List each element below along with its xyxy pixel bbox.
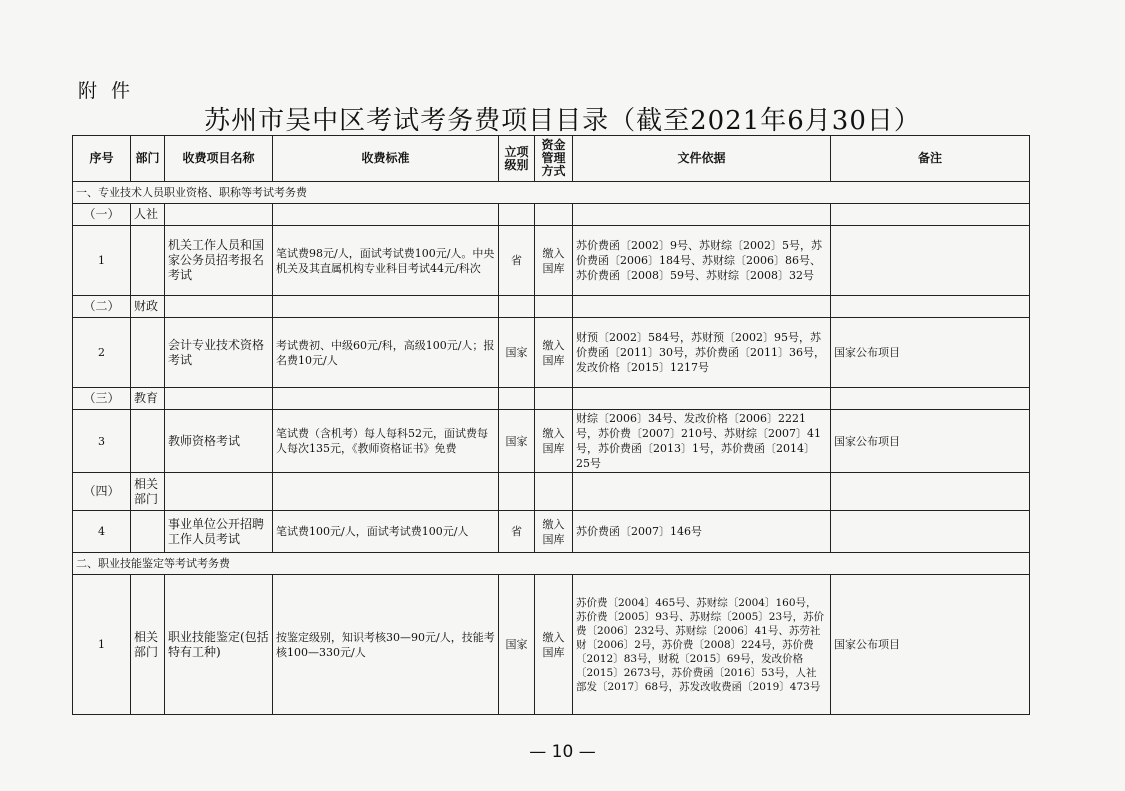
row-no: 4 — [73, 511, 131, 553]
row-level: 省 — [499, 226, 535, 296]
row-basis: 财预〔2002〕584号，苏财预〔2002〕95号，苏价费函〔2011〕30号，苏价费函〔2011〕36号，发改价格〔2015〕1217号 — [573, 318, 831, 388]
row-basis: 苏价费函〔2002〕9号、苏财综〔2002〕5号，苏价费函〔2006〕184号、苏财综〔2006〕86号、苏价费函〔2008〕59号、苏财综〔2008〕32号 — [573, 226, 831, 296]
col-header-no: 序号 — [73, 136, 131, 182]
group-row — [73, 473, 1030, 511]
row-no: 2 — [73, 318, 131, 388]
group-index: （四） — [73, 473, 131, 511]
table-row — [73, 410, 1030, 473]
fee-table — [72, 135, 1030, 715]
row-no: 1 — [73, 226, 131, 296]
row-standard: 按鉴定级别，知识考核30—90元/人，技能考核100—330元/人 — [273, 575, 499, 715]
page-number: — 10 — — [529, 742, 596, 762]
row-basis: 财综〔2006〕34号、发改价格〔2006〕2221号，苏价费〔2007〕210号、苏财综〔2007〕41号，苏价费函〔2013〕1号，苏价费函〔2014〕25号 — [573, 410, 831, 473]
group-row — [73, 388, 1030, 410]
row-note: 国家公布项目 — [831, 575, 1030, 715]
group-index: （一） — [73, 204, 131, 226]
row-fund: 缴入国库 — [535, 226, 573, 296]
attachment-label: 附 件 — [78, 80, 135, 102]
row-level: 国家 — [499, 575, 535, 715]
group-row — [73, 296, 1030, 318]
row-standard: 笔试费（含机考）每人每科52元，面试费每人每次135元，《教师资格证书》免费 — [273, 410, 499, 473]
row-note — [831, 226, 1030, 296]
document-title: 苏州市吴中区考试考务费项目目录（截至2021年6月30日） — [204, 106, 921, 136]
row-standard: 考试费初、中级60元/科，高级100元/人；报名费10元/人 — [273, 318, 499, 388]
table-row — [73, 226, 1030, 296]
row-name: 机关工作人员和国家公务员招考报名考试 — [165, 226, 273, 296]
row-standard: 笔试费98元/人，面试考试费100元/人。中央机关及其直属机构专业科目考试44元/科次 — [273, 226, 499, 296]
row-level: 国家 — [499, 318, 535, 388]
section-label: 二、职业技能鉴定等考试考务费 — [73, 553, 1030, 575]
group-index: （三） — [73, 388, 131, 410]
row-name: 事业单位公开招聘工作人员考试 — [165, 511, 273, 553]
section-row — [73, 182, 1030, 204]
row-basis: 苏价费〔2004〕465号、苏财综〔2004〕160号，苏价费〔2005〕93号、苏财综〔2005〕23号，苏价费〔2006〕232号、苏财综〔2006〕41号、苏劳社财〔2006〕2号，苏价费〔2008〕224号，苏价费〔2012〕83号，财税〔2015〕69号，发改价格〔2015〕2673号，苏价费函〔2016〕53号，人社部发〔2017〕68号，苏发改收费函〔2019〕473号 — [573, 575, 831, 715]
col-header-standard: 收费标准 — [273, 136, 499, 182]
row-name: 会计专业技术资格考试 — [165, 318, 273, 388]
header-row — [73, 136, 1030, 182]
group-row — [73, 204, 1030, 226]
col-header-name: 收费项目名称 — [165, 136, 273, 182]
row-standard: 笔试费100元/人，面试考试费100元/人 — [273, 511, 499, 553]
group-dept: 教育 — [131, 388, 165, 410]
row-note — [831, 511, 1030, 553]
col-header-fund: 资金管理方式 — [535, 136, 573, 182]
row-dept — [131, 226, 165, 296]
row-no: 1 — [73, 575, 131, 715]
section-row — [73, 553, 1030, 575]
row-fund: 缴入国库 — [535, 410, 573, 473]
table-row — [73, 318, 1030, 388]
row-note: 国家公布项目 — [831, 410, 1030, 473]
row-no: 3 — [73, 410, 131, 473]
col-header-note: 备注 — [831, 136, 1030, 182]
row-dept — [131, 318, 165, 388]
group-dept: 相关部门 — [131, 473, 165, 511]
row-fund: 缴入国库 — [535, 511, 573, 553]
row-basis: 苏价费函〔2007〕146号 — [573, 511, 831, 553]
group-dept: 财政 — [131, 296, 165, 318]
section-label: 一、专业技术人员职业资格、职称等考试考务费 — [73, 182, 1030, 204]
col-header-level: 立项级别 — [499, 136, 535, 182]
table-row — [73, 511, 1030, 553]
col-header-dept: 部门 — [131, 136, 165, 182]
row-name: 职业技能鉴定(包括特有工种) — [165, 575, 273, 715]
row-note: 国家公布项目 — [831, 318, 1030, 388]
row-fund: 缴入国库 — [535, 318, 573, 388]
group-index: （二） — [73, 296, 131, 318]
row-fund: 缴入国库 — [535, 575, 573, 715]
row-dept — [131, 410, 165, 473]
row-level: 国家 — [499, 410, 535, 473]
group-dept: 人社 — [131, 204, 165, 226]
row-level: 省 — [499, 511, 535, 553]
row-dept: 相关部门 — [131, 575, 165, 715]
table-row — [73, 575, 1030, 715]
col-header-basis: 文件依据 — [573, 136, 831, 182]
row-name: 教师资格考试 — [165, 410, 273, 473]
row-dept — [131, 511, 165, 553]
